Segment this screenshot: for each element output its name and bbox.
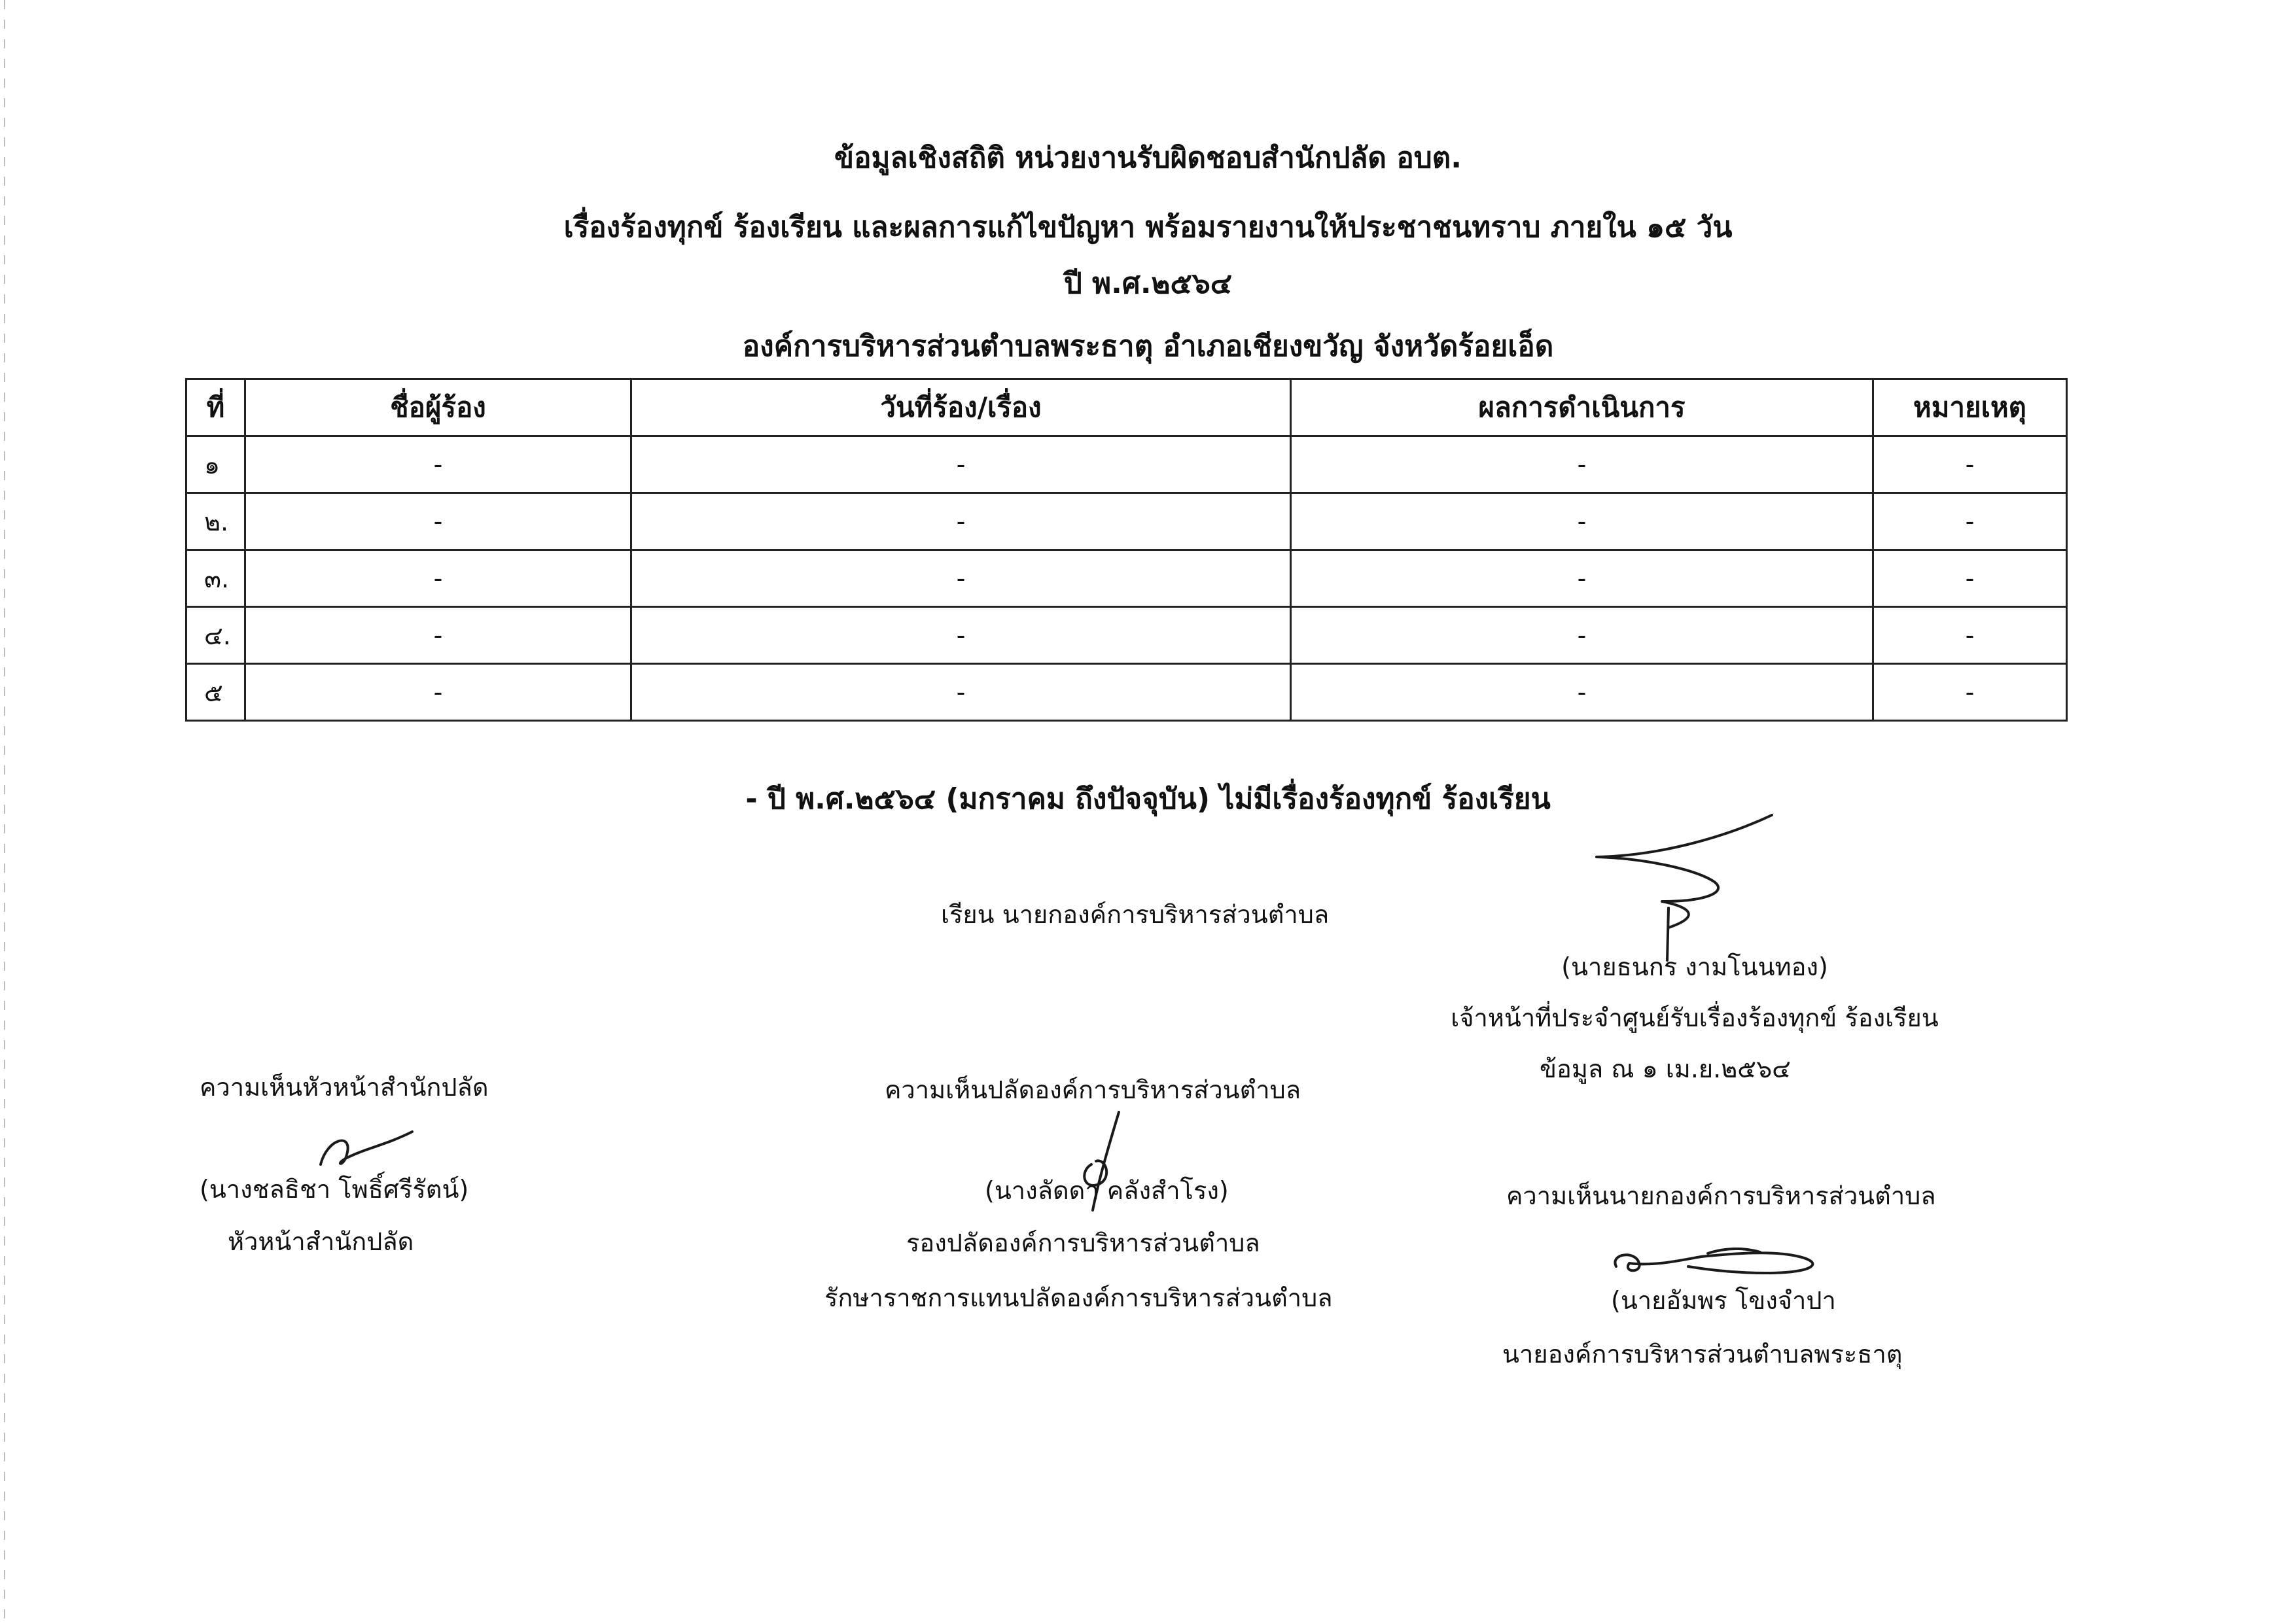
table-cell-number: ๔. [186,607,245,664]
column-header-result: ผลการดำเนินการ [1291,379,1873,436]
table-header-row [186,379,2067,436]
table-row [186,493,2067,550]
table-cell-remark: - [1873,436,2067,493]
table-cell-number: ๕ [186,664,245,721]
table-cell-result: - [1291,436,1873,493]
table-row [186,436,2067,493]
table-cell-complainant: - [245,550,631,607]
title-line-2: เรื่องร้องทุกข์ ร้องเรียน และผลการแก้ไขปัญหา พร้อมรายงานให้ประชาชนทราบ ภายใน ๑๕ วัน [563,211,1733,244]
opinion-mayor-position: นายองค์การบริหารส่วนตำบลพระธาตุ [1502,1340,1903,1369]
opinion-deputy-heading: ความเห็นปลัดองค์การบริหารส่วนตำบล [885,1075,1301,1104]
title-line-3: ปี พ.ศ.๒๕๖๔ [1063,267,1233,300]
opinion-head-heading: ความเห็นหัวหน้าสำนักปลัด [200,1073,489,1102]
opinion-head-name: (นางชลธิชา โพธิ์ศรีรัตน์) [200,1175,469,1204]
opinion-deputy-position-1: รองปลัดองค์การบริหารส่วนตำบล [906,1229,1260,1257]
table-cell-date-subject: - [631,436,1291,493]
report-addressee: เรียน นายกองค์การบริหารส่วนตำบล [941,900,1330,929]
table-cell-result: - [1291,493,1873,550]
table-cell-remark: - [1873,664,2067,721]
table-cell-date-subject: - [631,550,1291,607]
title-line-4: องค์การบริหารส่วนตำบลพระธาตุ อำเภอเชียงขวัญ จังหวัดร้อยเอ็ด [742,330,1554,363]
table-cell-number: ๒. [186,493,245,550]
table-cell-remark: - [1873,493,2067,550]
complaint-statistics-table [185,378,2068,722]
table-row [186,607,2067,664]
table-cell-complainant: - [245,493,631,550]
table-cell-complainant: - [245,664,631,721]
table-cell-result: - [1291,607,1873,664]
officer-position: เจ้าหน้าที่ประจำศูนย์รับเรื่องร้องทุกข์ ร้องเรียน [1451,1003,1939,1032]
table-row [186,550,2067,607]
column-header-number: ที่ [186,379,245,436]
data-as-of-date: ข้อมูล ณ ๑ เม.ย.๒๕๖๔ [1540,1055,1791,1083]
table-cell-date-subject: - [631,493,1291,550]
head-signature-icon [308,1119,425,1178]
opinion-deputy-name: (นางลัดดา คลังสำโรง) [985,1176,1229,1205]
opinion-head-position: หัวหน้าสำนักปลัด [228,1227,414,1256]
table-cell-result: - [1291,550,1873,607]
column-header-date-subject: วันที่ร้อง/เรื่อง [631,379,1291,436]
table-cell-date-subject: - [631,664,1291,721]
opinion-deputy-position-2: รักษาราชการแทนปลัดองค์การบริหารส่วนตำบล [824,1283,1333,1312]
no-complaints-note: - ปี พ.ศ.๒๕๖๔ (มกราคม ถึงปัจจุบัน) ไม่มีเรื่องร้องทุกข์ ร้องเรียน [745,782,1551,816]
table-cell-complainant: - [245,436,631,493]
column-header-complainant: ชื่อผู้ร้อง [245,379,631,436]
table-row [186,664,2067,721]
table-cell-number: ๓. [186,550,245,607]
table-cell-number: ๑ [186,436,245,493]
opinion-mayor-heading: ความเห็นนายกองค์การบริหารส่วนตำบล [1506,1181,1936,1210]
table-cell-date-subject: - [631,607,1291,664]
column-header-remark: หมายเหตุ [1873,379,2067,436]
table-cell-remark: - [1873,607,2067,664]
table-cell-remark: - [1873,550,2067,607]
opinion-mayor-name: (นายอัมพร โขงจำปา [1611,1286,1836,1315]
table-cell-result: - [1291,664,1873,721]
table-cell-complainant: - [245,607,631,664]
title-line-1: ข้อมูลเชิงสถิติ หน่วยงานรับผิดชอบสำนักปลัด อบต. [834,141,1462,175]
officer-name: (นายธนกร งามโนนทอง) [1561,952,1828,981]
